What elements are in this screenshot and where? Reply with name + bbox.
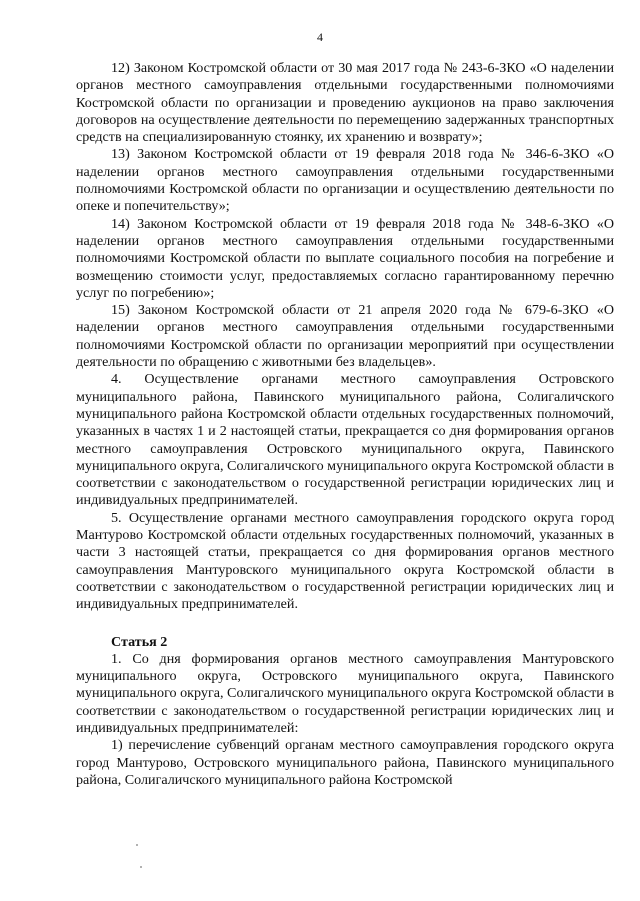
paragraph-item-14: 14) Законом Костромской области от 19 февраля 2018 года № 348-6-ЗКО «О наделении органов местного самоуправления отдельными государственными полномочиями Костромской области по выплате социального пособия на погребение и возмещению стоимости услуг, предоставляемых согласно гарантированному перечню услуг по погребению»; xyxy=(76,215,614,301)
paragraph-part-4: 4. Осуществление органами местного самоуправления Островского муниципального района, Павинского муниципального района, Солигаличского муниципального района Костромской области отдельных государственных полномочий, указанных в частях 1 и 2 настоящей статьи, прекращается со дня формирования органов местного самоуправления Островского муниципального округа, Павинского муниципального округа, Солигаличского муниципального округа Костромской области в соответствии с законодательством о государственной регистрации юридических лиц и индивидуальных предпринимателей. xyxy=(76,371,614,509)
paragraph-item-15: 15) Законом Костромской области от 21 апреля 2020 года № 679-6-ЗКО «О наделении органов местного самоуправления отдельными государственными полномочиями Костромской области по организации мероприятий при осуществлении деятельности по обращению с животными без владельцев». xyxy=(76,302,614,371)
article-paragraph-subitem-1: 1) перечисление субвенций органам местного самоуправления городского округа город Мантурово, Островского муниципального района, Павинского муниципального района, Солигаличского муниципального района Костромской xyxy=(76,737,614,788)
paragraph-part-5: 5. Осуществление органами местного самоуправления городского округа город Мантурово Костромской области отдельных государственных полномочий, указанных в части 3 настоящей статьи, прекращается со дня формирования органов местного самоуправления Мантуровского муниципального округа Костромской области в соответствии с законодательством о государственной регистрации юридических лиц и индивидуальных предпринимателей. xyxy=(76,509,614,613)
document-body xyxy=(76,60,614,789)
scan-speck xyxy=(136,844,138,846)
paragraph-item-13: 13) Законом Костромской области от 19 февраля 2018 года № 346-6-ЗКО «О наделении органов местного самоуправления отдельными государственными полномочиями Костромской области по организации и осуществлению деятельности по опеке и попечительству»; xyxy=(76,146,614,215)
article-heading: Статья 2 xyxy=(111,633,168,650)
page-number: 4 xyxy=(317,30,323,44)
scan-speck xyxy=(140,866,142,868)
paragraph-item-12: 12) Законом Костромской области от 30 мая 2017 года № 243-6-ЗКО «О наделении органов местного самоуправления отдельными государственными полномочиями Костромской области по организации и проведению аукционов на право заключения договоров на осуществление деятельности по перемещению задержанных транспортных средств на специализированную стоянку, их хранению и возврату»; xyxy=(76,60,614,146)
article-paragraph-1: 1. Со дня формирования органов местного самоуправления Мантуровского муниципального округа, Островского муниципального округа, Павинского муниципального округа, Солигаличского муниципального округа Костромской области в соответствии с законодательством о государственной регистрации юридических лиц и индивидуальных предпринимателей: xyxy=(76,650,614,736)
